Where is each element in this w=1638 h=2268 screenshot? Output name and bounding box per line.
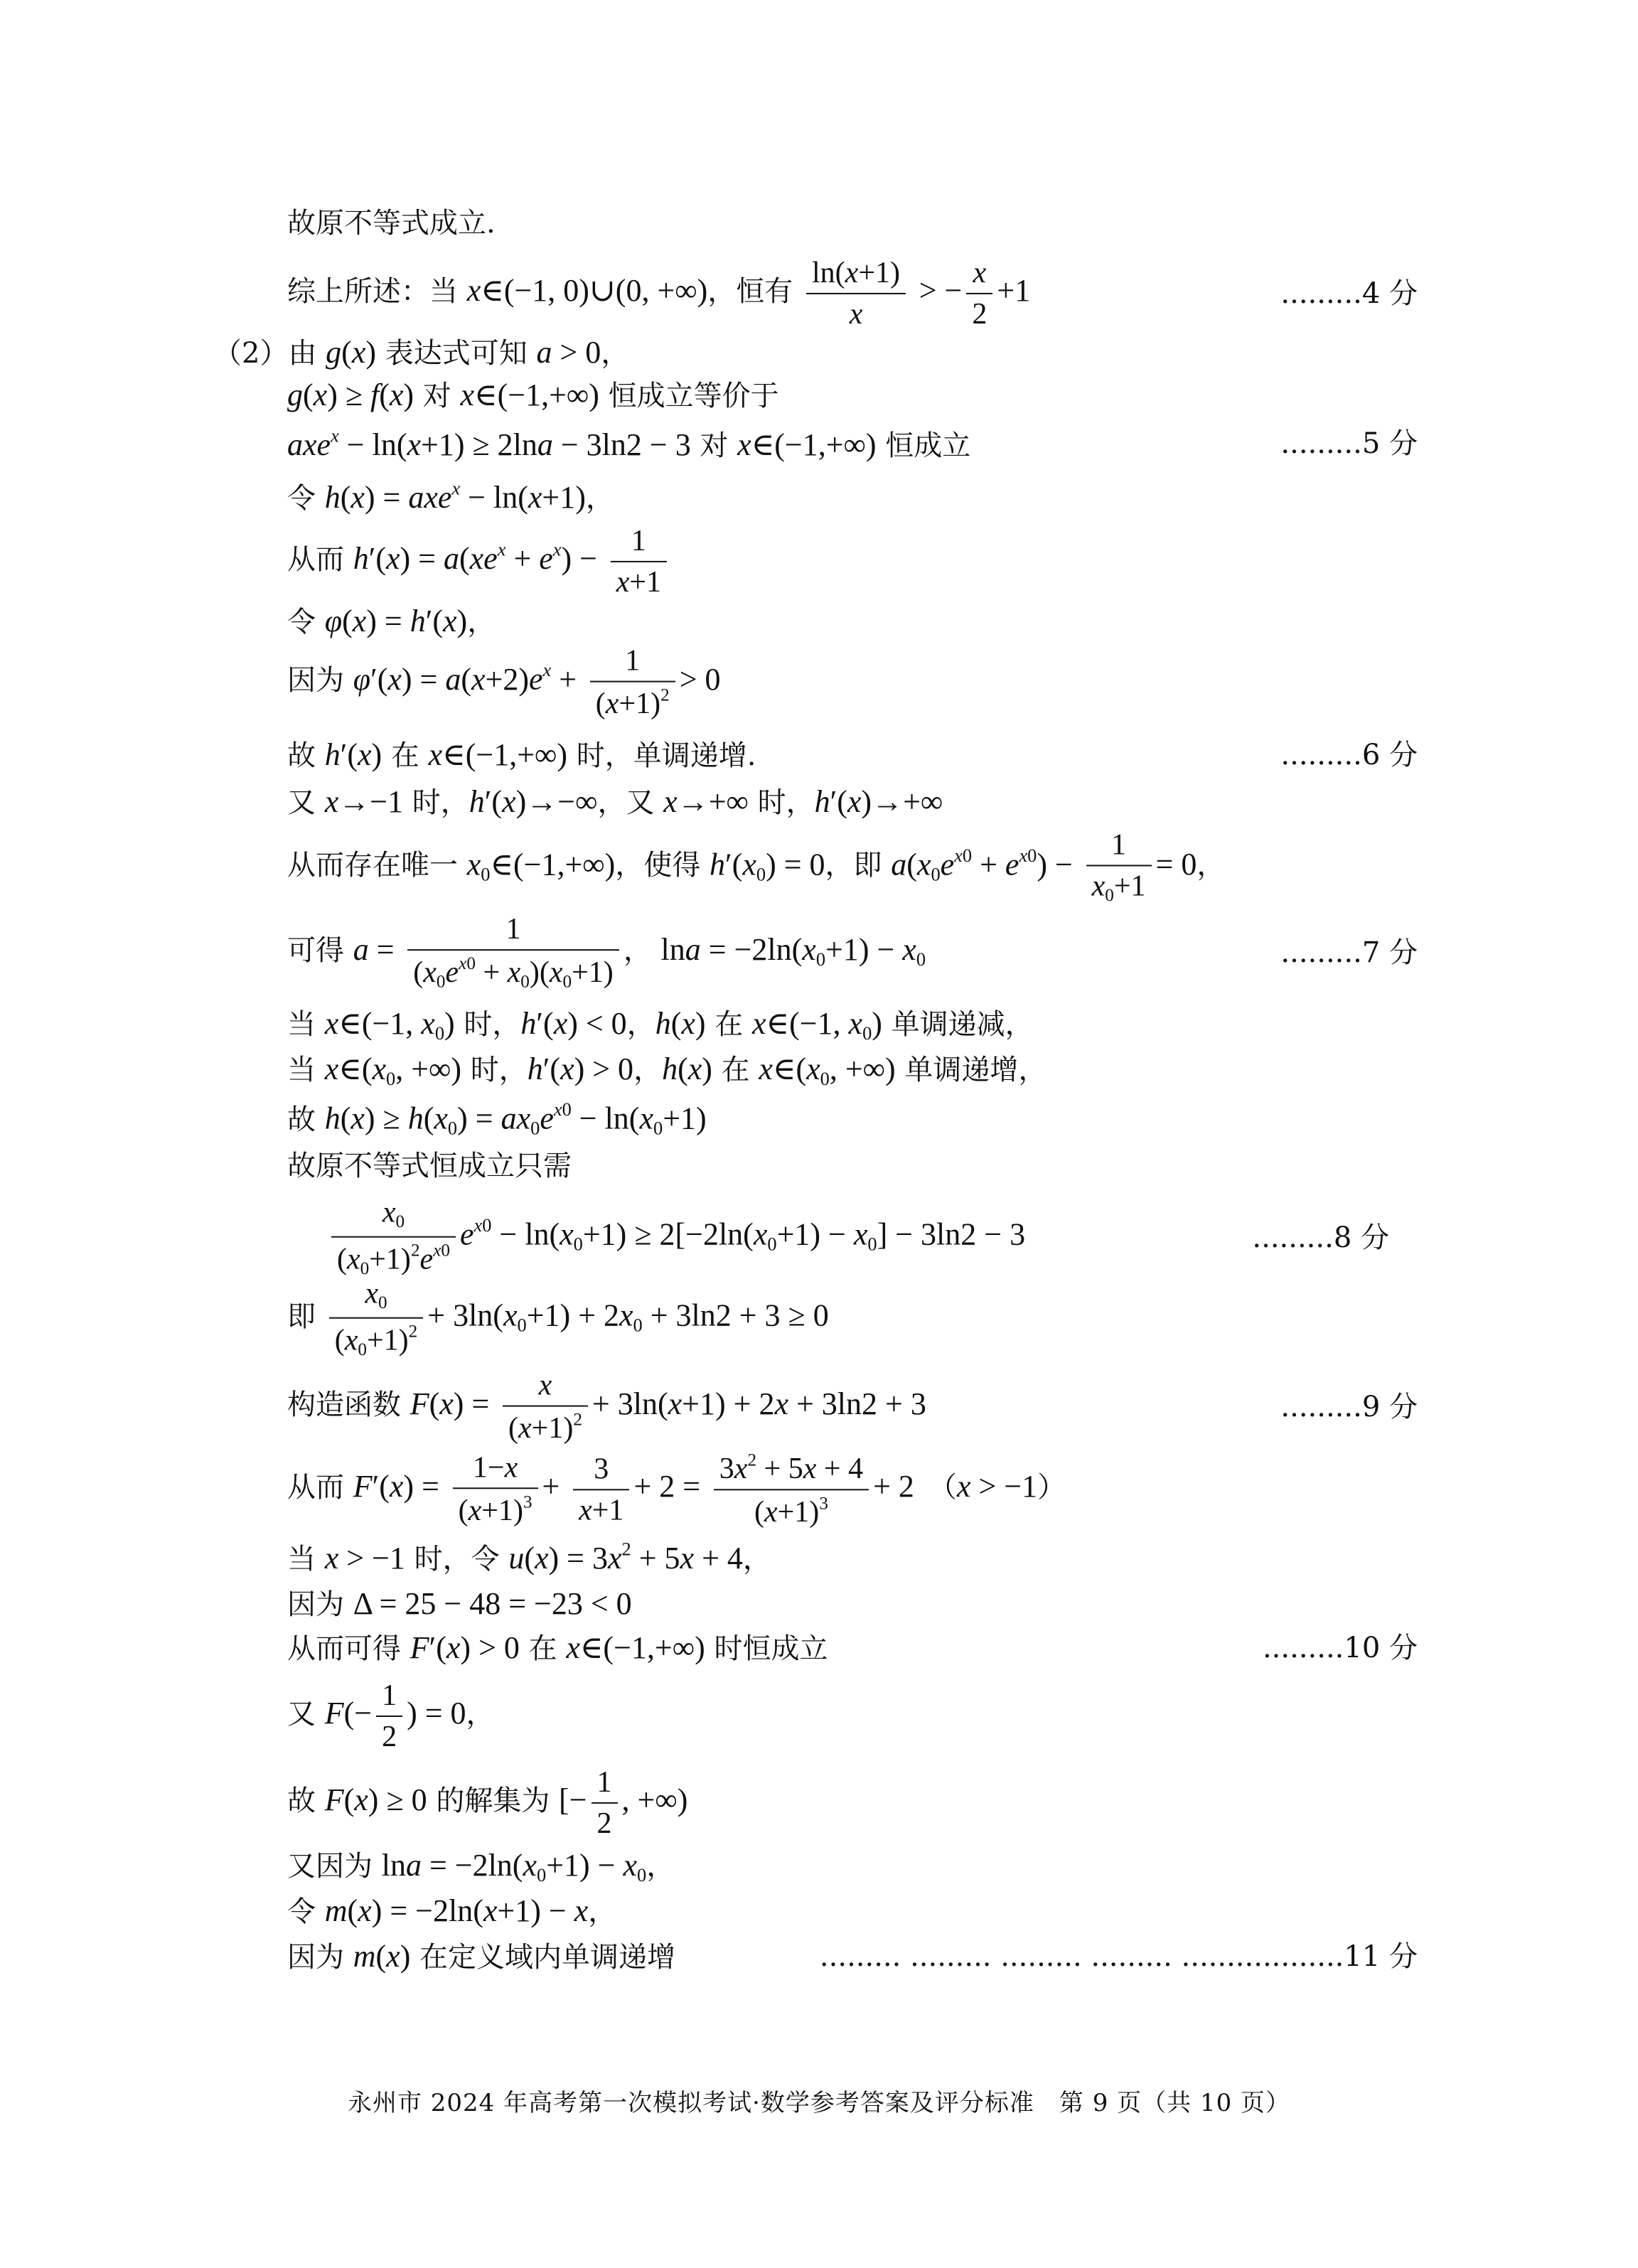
line-F-positive: 从而可得 F′(x) > 0 在 x∈(−1,+∞) 时恒成立 .........10 分 — [287, 1630, 1418, 1665]
line-h-min: 故 $h(x) \ge h(x_0) = ax_0e^{x0} - \ln(x_0+1)$ — [287, 1098, 707, 1139]
score-mark: .........10 分 — [1262, 1632, 1418, 1664]
line-simplified: 即 $\frac{x_0}{(x_0+1)^2}$ + $3\ln(x_0+1) + 2x_0 + 3\ln 2 + 3 \ge 0$ — [287, 1277, 829, 1359]
score-mark: .........7 分 — [1280, 936, 1418, 969]
line-inequality: axe$^x$ − ln(x+1) ≥ 2lna − 3ln2 − 3 对 x∈(−1,+∞) 恒成立 .........5 分 — [287, 424, 1418, 463]
line-need-inequality: $\frac{x_0}{(x_0+1)^2e^{x0}}$ $e^{x0} - \ln(x_0+1) \ge 2[-2\ln(x_0+1) - x_0] - 3\ln 2 - 3$ .........8 分 — [327, 1192, 1389, 1284]
score-mark: .........6 分 — [1280, 739, 1418, 771]
line-define-phi: 令 φ(x) = h′(x)， — [287, 604, 496, 638]
score-mark: .........8 分 — [1252, 1221, 1389, 1254]
line-conclusion: 故原不等式成立. — [287, 207, 496, 240]
line-F-derivative: 从而 F′(x) = $\frac{1-x}{(x+1)^3}$ + $\frac{3}{x+1}$ + 2 = $\frac{3x^2 + 5x + 4}{(x+1)^3}$ + 2 （x > −1） — [287, 1450, 1066, 1529]
score-mark: .........5 分 — [1280, 427, 1418, 460]
line-define-h: 令 h(x) = axe$^x$ − ln(x+1)， — [287, 477, 614, 515]
score-mark: ......... ......... ......... ......... ..................11 分 — [819, 1940, 1418, 1973]
line-monotone: 故 h′(x) 在 x∈(−1,+∞) 时，单调递增. .........6 分 — [287, 737, 1418, 772]
line-ln-a: 又因为 $\ln a = -2\ln(x_0+1) - x_0$， — [287, 1847, 675, 1885]
line-define-u: 当 x > −1 时，令 $u(x) = 3x^2 + 5x + 4$， — [287, 1538, 771, 1576]
score-mark: .........9 分 — [1280, 1391, 1418, 1423]
line-h-derivative: 从而 $h'(x) = a(xe^x + e^x)$ − $\frac{1}{x+1}$ — [287, 519, 1418, 604]
line-increasing: 当 $x\in(x_0$, +∞) 时，h′(x) > 0，h(x) 在 $x\in(x_0$, +∞) 单调递增， — [287, 1051, 1047, 1089]
line-define-m: 令 m(x) = −2ln(x+1) − x， — [287, 1893, 617, 1928]
line-m-increasing: 因为 m(x) 在定义域内单调递增 ......... ......... ......... ......... ..................11 分 — [287, 1939, 1418, 1974]
line-discriminant: 因为 Δ = 25 − 48 = −23 < 0 — [287, 1586, 632, 1621]
line-a-value: 可得 a = $\frac{1}{(x_0e^{x0} + x_0)(x_0+1)}$ ， $\ln a = -2\ln(x_0+1) - x_0$ .........7 分 — [287, 913, 1418, 992]
line-F-zero: 又 F(− $\frac{1}{2}$ ) = 0， — [287, 1679, 495, 1753]
score-mark: .........4 分 — [1280, 277, 1418, 310]
line-unique-root: 从而存在唯一 $x_0\in(-1,+\infty)$，使得 $h'(x_0) = 0$，即 $a(x_0e^{x0} + e^{x0})$ − $\frac{1}{x_0+1}$ = 0， — [287, 828, 1226, 906]
line-part2: （2）由 g(x) 表达式可知 a > 0， — [213, 335, 630, 370]
line-construct-F: 构造函数 F(x) = $\frac{x}{(x+1)^2}$ + 3ln(x+1) + 2x + 3ln2 + 3 .........9 分 — [287, 1369, 1418, 1445]
line-only-need: 故原不等式恒成立只需 — [287, 1150, 572, 1182]
page-footer: 永州市 2024 年高考第一次模拟考试·数学参考答案及评分标准 第 9 页（共 10 页） — [347, 2089, 1291, 2117]
line-equivalence: g(x) ≥ f(x) 对 x∈(−1,+∞) 恒成立等价于 — [287, 378, 779, 412]
line-solution-set: 故 F(x) ≥ 0 的解集为 [− $\frac{1}{2}$ , +∞) — [287, 1765, 688, 1840]
line-limits: 又 x→−1 时，h′(x)→−∞，又 x→+∞ 时，h′(x)→+∞ — [287, 784, 943, 819]
line-decreasing: 当 x∈(−1, $x_0$) 时，h′(x) < 0，h(x) 在 x∈(−1, $x_0$) 单调递减， — [287, 1005, 1034, 1044]
line-phi-derivative: 因为 $\varphi'(x) = a(x+2)e^x$ + $\frac{1}{(x+1)^2}$ > 0 — [287, 644, 721, 721]
line-summary: 综上所述：当 x∈(−1, 0)∪(0, +∞)，恒有 $\frac{\ln(x+1)}{x}$ > − $\frac{x}{2}$ +1 .........4 分 — [287, 256, 1418, 331]
